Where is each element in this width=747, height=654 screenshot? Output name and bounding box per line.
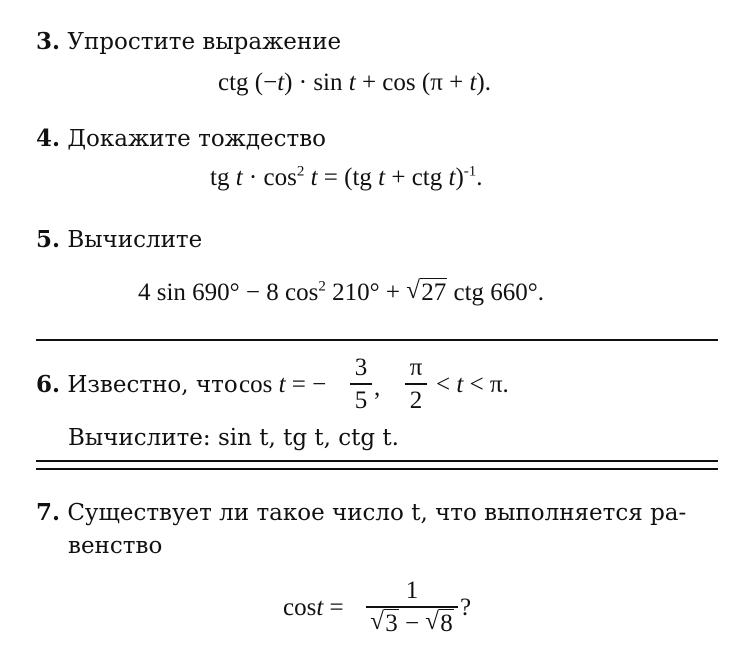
fraction-main-numerator: 1 — [405, 577, 419, 604]
problem-7-line1 — [36, 501, 686, 525]
problem-5-expression: 4 sin 690° − 8 $\cos^2 210^\circ$ + √ 27 ctg 660°. — [138, 280, 544, 305]
fraction-pi-2-numerator: π — [409, 354, 423, 381]
problem-5-heading — [36, 228, 202, 252]
sqrt-27: √ 27 — [406, 280, 447, 305]
problem-4-heading — [36, 127, 326, 151]
problem-4-expression: tg $t \cdot \cos^2 t = (tg$ t + ctg t)$^{-1}$. — [210, 163, 483, 191]
fraction-3-5-denominator: 5 — [354, 387, 368, 414]
given-function: cos — [239, 371, 273, 398]
problem-4-instruction: Докажите тождество — [67, 126, 326, 152]
problem-6-inequality: < t < π. — [436, 371, 509, 398]
problem-7-text: Существует ли такое число t, что выполняется ра- — [67, 500, 687, 526]
fraction-pi-2-denominator: 2 — [409, 387, 423, 414]
problem-6-instruction: Известно, что — [67, 372, 238, 398]
problem-6-number: 6. — [36, 371, 61, 398]
problem-3-heading — [36, 30, 341, 54]
divider-top — [36, 339, 718, 341]
divider-double-2 — [36, 468, 718, 470]
sqrt-8: √ 8 — [425, 611, 454, 636]
fraction-3-5-numerator: 3 — [354, 354, 368, 381]
problem-3-instruction: Упростите выражение — [67, 29, 342, 55]
problem-7-number: 7. — [36, 499, 61, 526]
problem-7-line2: венство — [68, 533, 163, 559]
problem-7-lhs: cost = — [283, 594, 344, 621]
question-mark: ? — [460, 594, 472, 621]
problem-4-number: 4. — [36, 125, 61, 152]
divider-double-1 — [36, 460, 718, 462]
lhs-function: cos — [283, 594, 317, 621]
problem-6-line2: Вычислите: sin t, tg t, ctg t. — [68, 425, 399, 451]
sqrt-3: √ 3 — [370, 611, 399, 636]
fraction-pi-2 — [405, 355, 427, 413]
problem-6-given: cos t = − — [239, 371, 327, 398]
fraction-main — [366, 578, 458, 636]
problem-3-number: 3. — [36, 28, 61, 55]
fraction-3-5 — [350, 355, 372, 413]
problem-5-number: 5. — [36, 226, 61, 253]
problem-3-expression: ctg (−t) · sin t + cos (π + t). — [218, 69, 491, 96]
comma: , — [374, 374, 381, 401]
problem-6-heading — [36, 373, 238, 397]
fraction-main-denominator: √ 3 − √ 8 — [366, 611, 458, 636]
problem-5-instruction: Вычислите — [67, 227, 203, 253]
